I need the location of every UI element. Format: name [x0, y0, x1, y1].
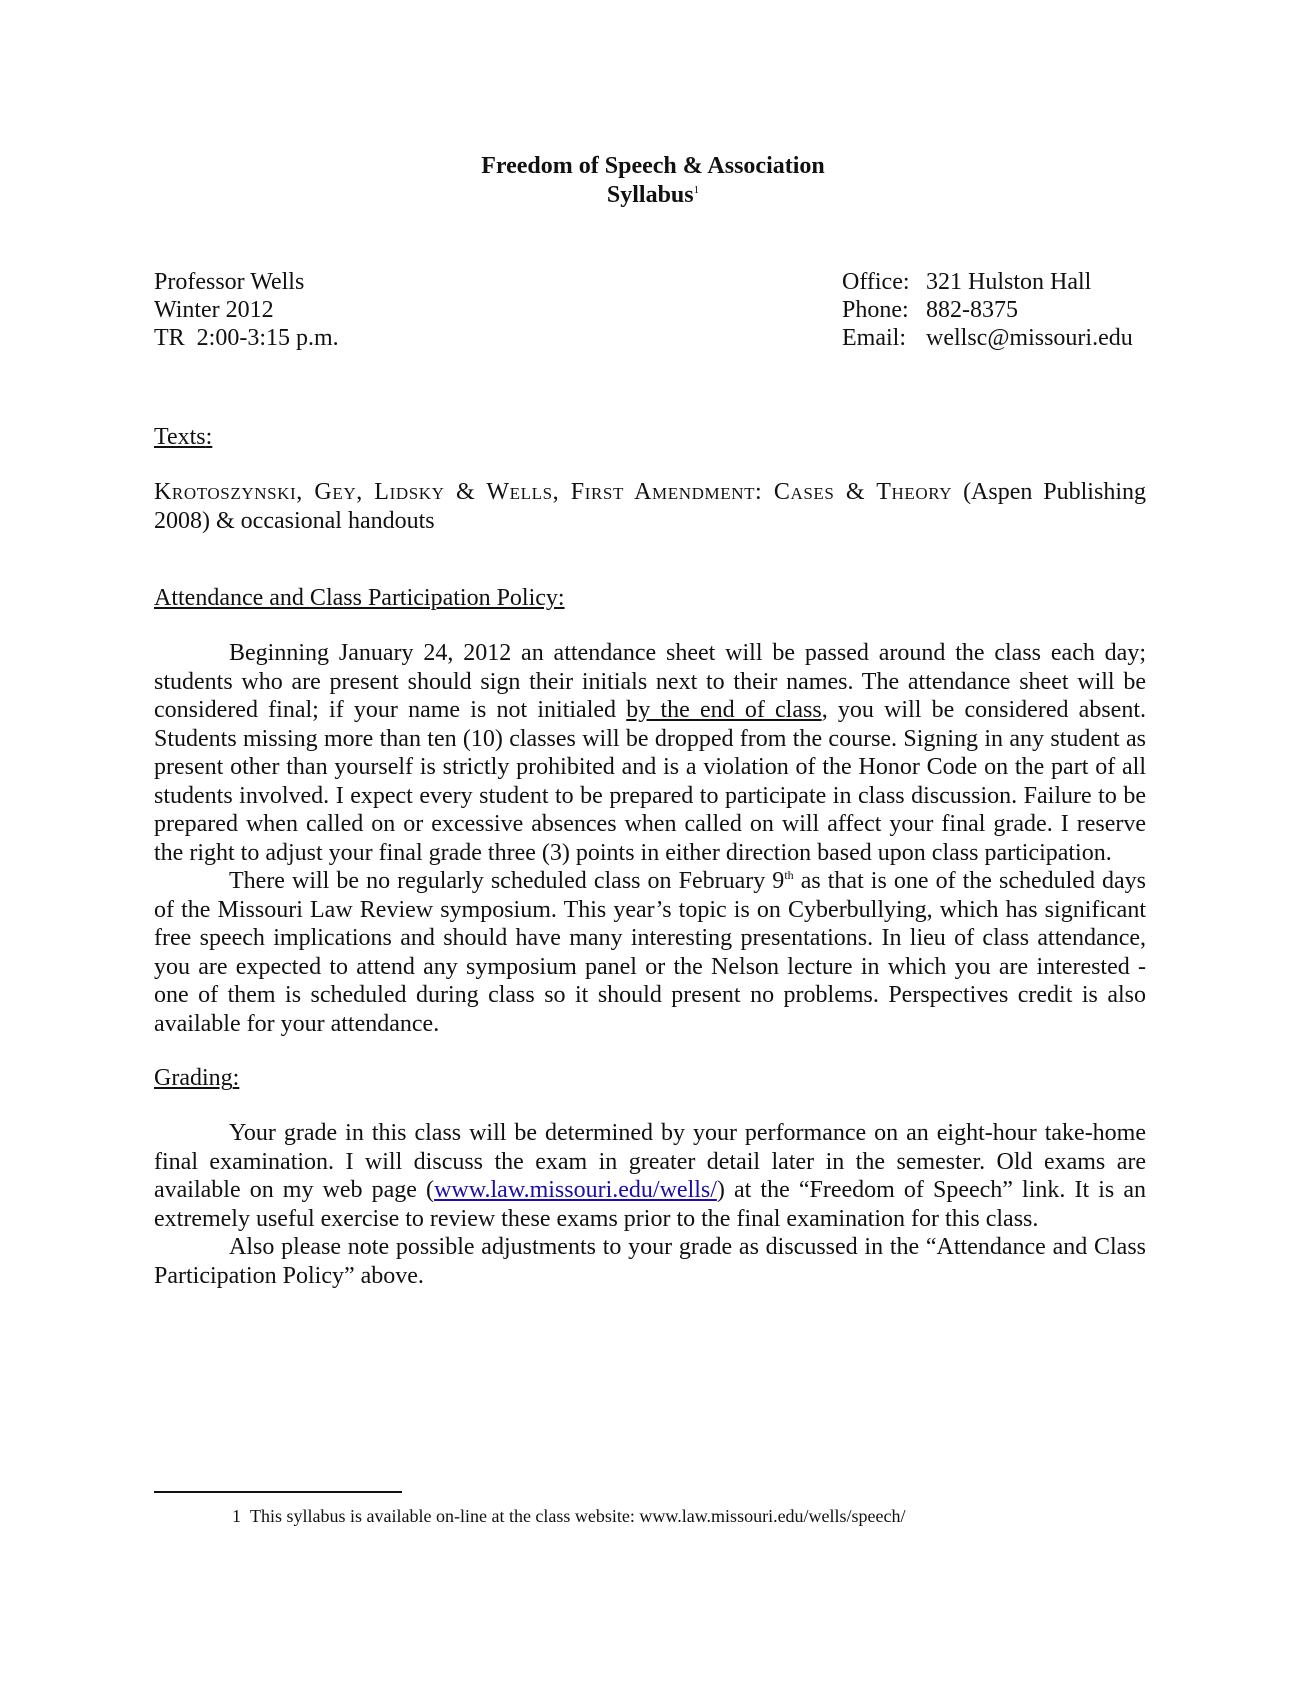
email-row — [842, 324, 1133, 352]
office-row — [842, 268, 1133, 296]
office-label: Office: — [842, 269, 910, 295]
footnote-mark: 1 — [693, 184, 700, 196]
contact-info — [842, 268, 1133, 352]
attendance-paragraph-2: There will be no regularly scheduled class on February 9th as that is one of the scheduled days of the Missouri Law Review symposium. This year’s topic is on Cyberbullying, which has significant free speech implications and should have many interesting presentations. In lieu of class attendance, you are expected to attend any symposium panel or the Nelson lecture in which you are interested - one of them is scheduled during class so it should present no problems. Perspectives credit is also available for your attendance. — [154, 868, 1146, 1037]
term: Winter 2012 — [154, 297, 274, 323]
underlined-phrase: by the end of class — [626, 697, 822, 723]
document-title — [0, 152, 1306, 210]
email-label: Email: — [842, 325, 906, 351]
textbook-details: (Aspen Publishing 2008) & occasional handouts — [154, 479, 1146, 534]
grading-body — [154, 1119, 1146, 1290]
course-title: Freedom of Speech & Association — [481, 153, 825, 179]
textbook-title: Krotoszynski, Gey, Lidsky & Wells, First Amendment: Cases & Theory — [154, 479, 953, 505]
footnote-text: This syllabus is available on-line at the class website: www.law.missouri.edu/wells/speech/ — [250, 1506, 906, 1526]
texts-heading: Texts: — [154, 424, 213, 450]
grading-paragraph-2: Also please note possible adjustments to your grade as discussed in the “Attendance and Class Participation Policy” above. — [154, 1234, 1146, 1289]
email-value: wellsc@missouri.edu — [926, 325, 1133, 351]
office-value: 321 Hulston Hall — [926, 269, 1092, 295]
texts-body — [154, 478, 1146, 535]
class-schedule: TR 2:00-3:15 p.m. — [154, 325, 339, 351]
instructor-info — [154, 268, 339, 352]
instructor-name: Professor Wells — [154, 269, 305, 295]
web-page-link[interactable]: www.law.missouri.edu/wells/ — [434, 1177, 717, 1203]
footnote — [232, 1505, 906, 1527]
attendance-heading: Attendance and Class Participation Policy: — [154, 585, 565, 611]
attendance-body — [154, 639, 1146, 1038]
syllabus-heading — [0, 181, 1306, 210]
attendance-paragraph-1: Beginning January 24, 2012 an attendance sheet will be passed around the class each day; students who are present should sign their initials next to their names. The attendance sheet will be considered final; if your name is not initialed by the end of class, you will be considered absent. Students missing more than ten (10) classes will be dropped from the course. Signing in any student as present other than yourself is strictly prohibited and is a violation of the Honor Code on the part of all students involved. I expect every student to be prepared to participate in class discussion. Failure to be prepared when called on or excessive absences when called on will affect your final grade. I reserve the right to adjust your final grade three (3) points in either direction based upon class participation. — [154, 640, 1146, 866]
footnote-divider — [154, 1491, 402, 1493]
grading-paragraph-1: Your grade in this class will be determined by your performance on an eight-hour take-home final examination. I will discuss the exam in greater detail later in the semester. Old exams are available on my web page (www.law.missouri.edu/wells/) at the “Freedom of Speech” link. It is an extremely useful exercise to review these exams prior to the final examination for this class. — [154, 1120, 1147, 1232]
syllabus-label: Syllabus — [606, 182, 694, 208]
phone-value: 882-8375 — [926, 297, 1018, 323]
grading-heading: Grading: — [154, 1065, 240, 1091]
phone-row — [842, 296, 1133, 324]
phone-label: Phone: — [842, 297, 909, 323]
footnote-number: 1 — [232, 1506, 241, 1526]
